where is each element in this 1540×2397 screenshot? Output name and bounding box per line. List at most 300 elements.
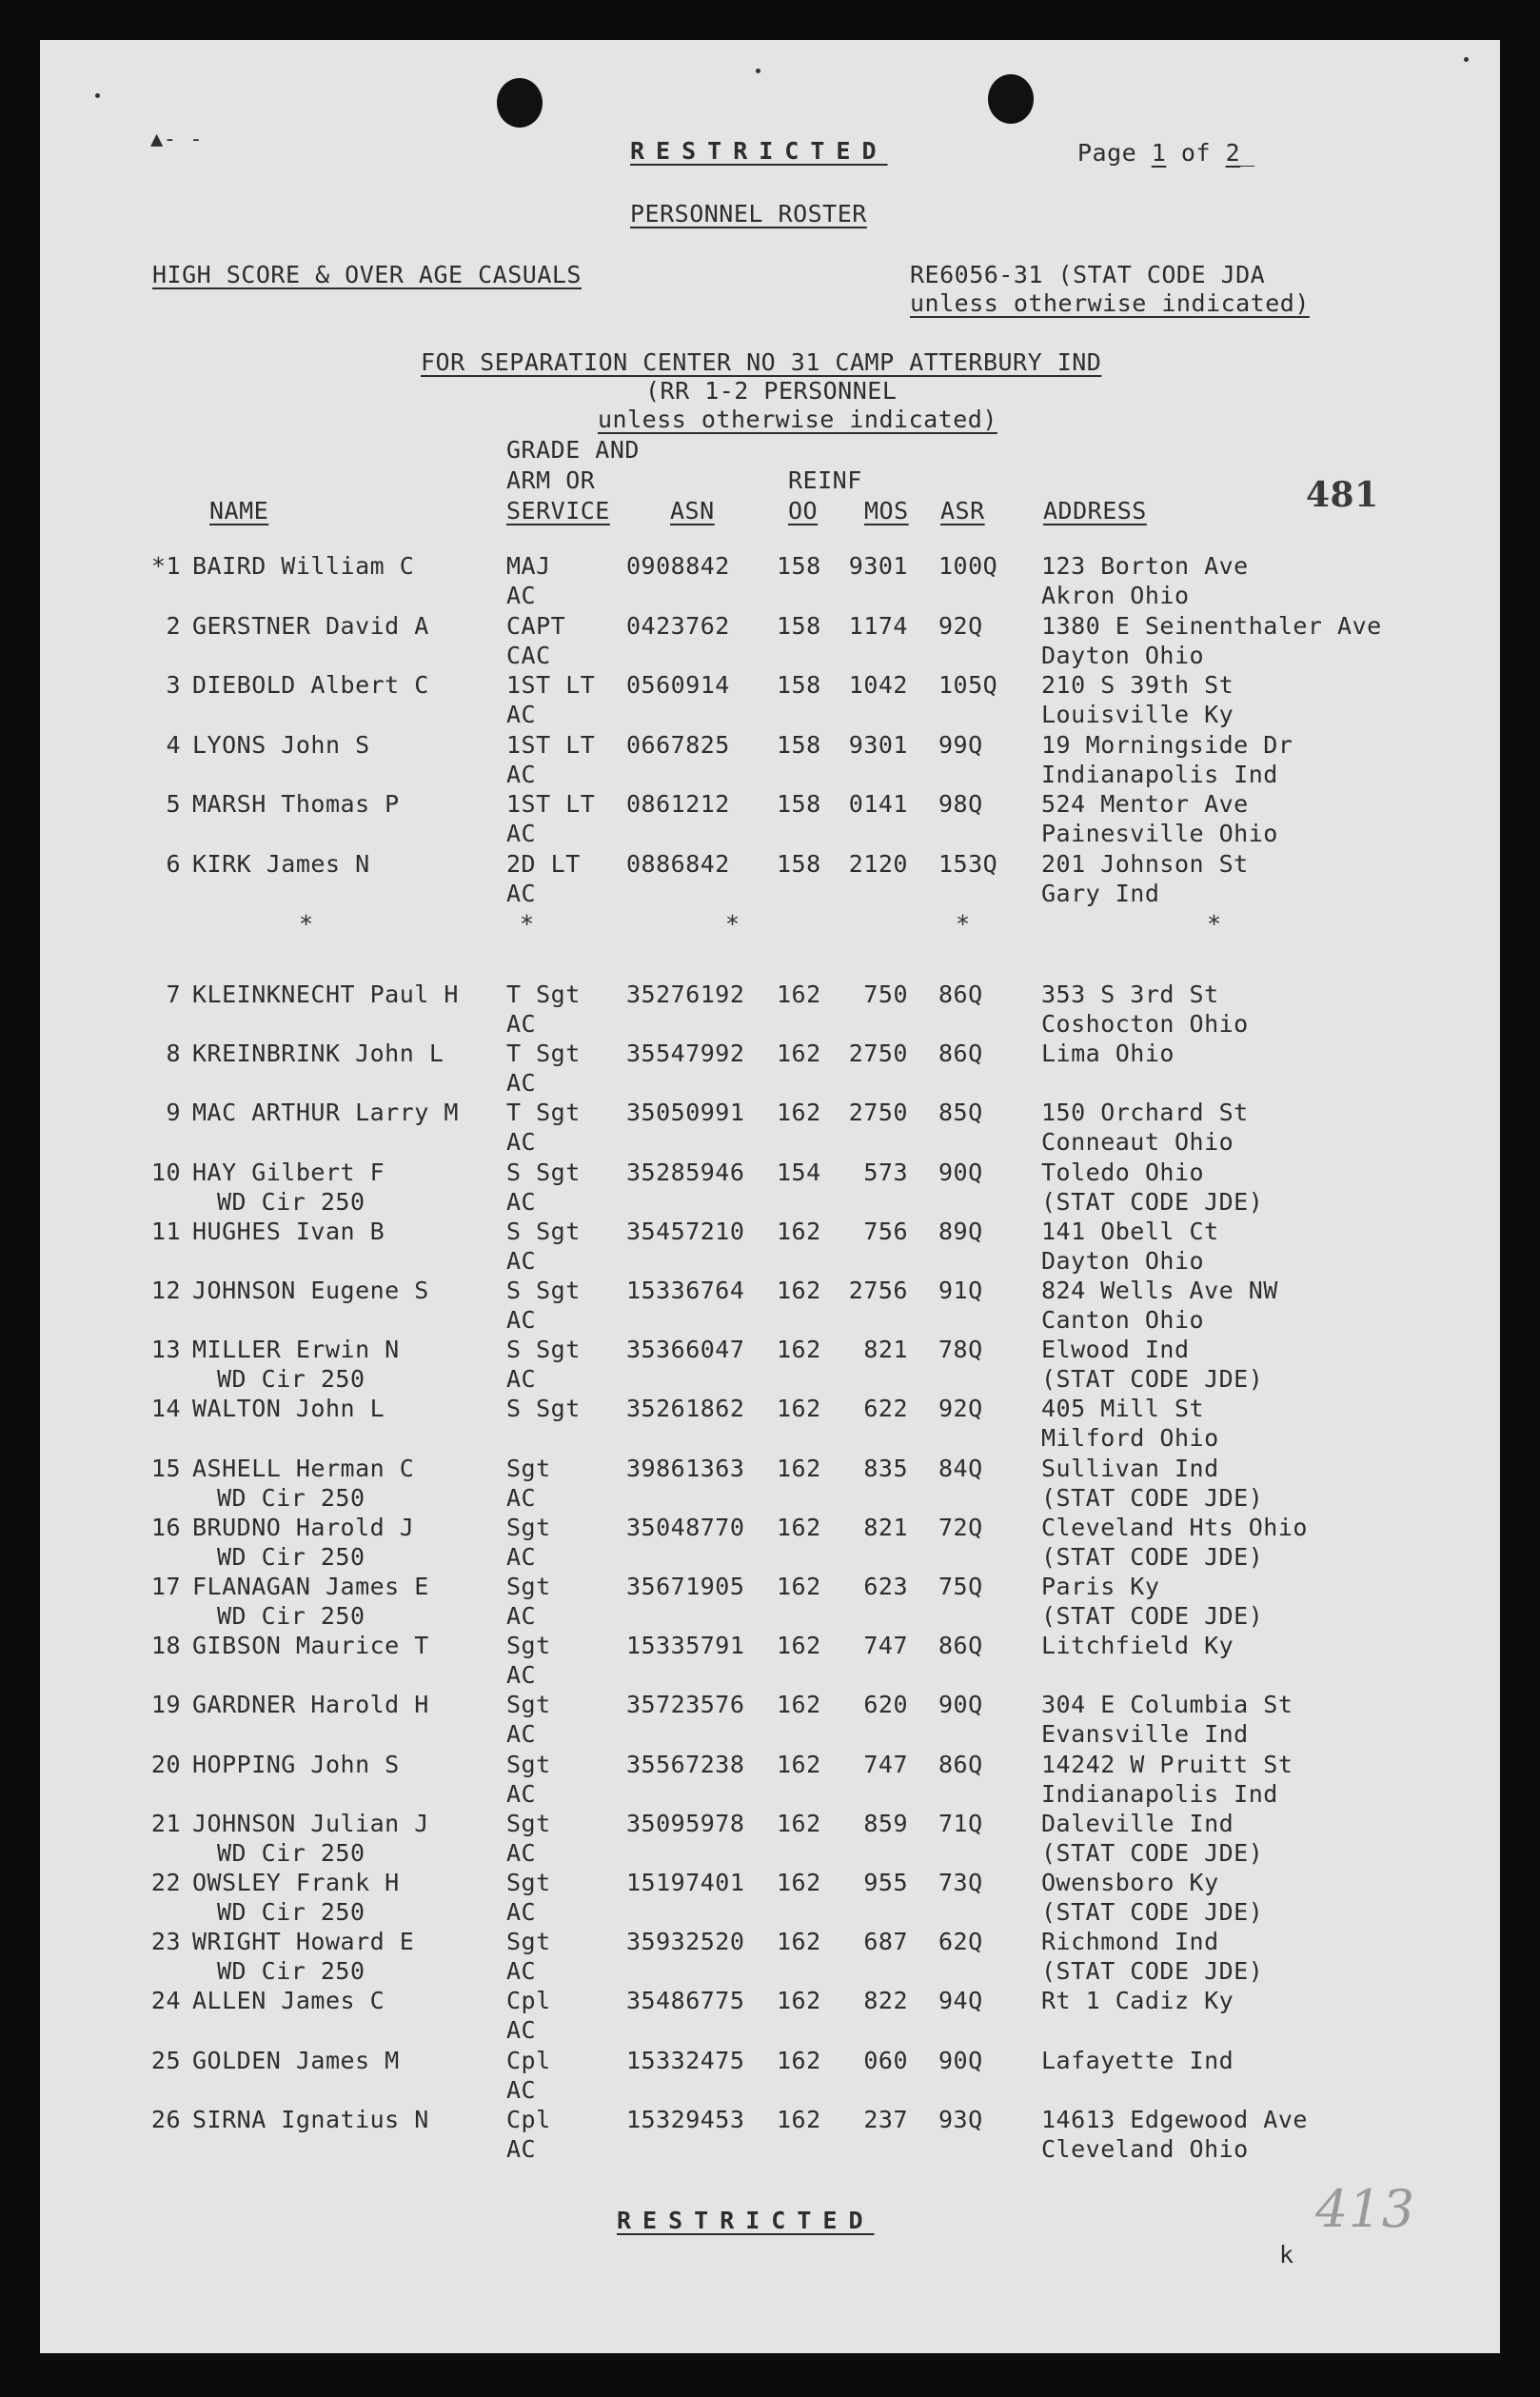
row-name: ASHELL Herman C bbox=[192, 1454, 415, 1482]
table-row bbox=[40, 730, 1500, 794]
row-name-note: WD Cir 250 bbox=[217, 1365, 365, 1394]
table-row bbox=[40, 849, 1500, 913]
row-oo: 162 bbox=[777, 1750, 821, 1778]
row-grade: Sgt bbox=[506, 1928, 551, 1956]
row-number: 11 bbox=[150, 1217, 181, 1245]
row-grade: Cpl bbox=[506, 1987, 551, 2015]
row-number: 21 bbox=[150, 1809, 181, 1837]
row-asr: 90Q bbox=[938, 1691, 983, 1719]
row-address-line1: 304 E Columbia St bbox=[1041, 1691, 1293, 1719]
row-mos: 822 bbox=[863, 1987, 908, 2015]
row-name: KREINBRINK John L bbox=[192, 1040, 444, 1068]
row-mos: 0141 bbox=[848, 790, 908, 818]
table-row bbox=[40, 1750, 1500, 1813]
row-arm: AC bbox=[506, 879, 537, 907]
row-asr: 75Q bbox=[938, 1573, 983, 1600]
row-asn: 0861212 bbox=[626, 790, 730, 818]
row-asr: 91Q bbox=[938, 1277, 983, 1304]
row-arm: AC bbox=[506, 1898, 537, 1926]
table-row bbox=[40, 792, 1500, 853]
speck bbox=[95, 93, 100, 98]
row-number: 24 bbox=[150, 1987, 181, 2015]
row-asr: 92Q bbox=[938, 1395, 983, 1423]
group-name: HIGH SCORE & OVER AGE CASUALS bbox=[152, 261, 582, 288]
row-address-line2: Akron Ohio bbox=[1041, 582, 1190, 609]
row-asn: 39861363 bbox=[626, 1454, 745, 1482]
row-oo: 162 bbox=[777, 981, 821, 1008]
row-name: MILLER Erwin N bbox=[192, 1336, 400, 1364]
col-address: ADDRESS bbox=[1043, 497, 1147, 525]
row-name: ALLEN James C bbox=[192, 1987, 385, 2015]
row-mos: 573 bbox=[863, 1158, 908, 1186]
row-arm: AC bbox=[506, 1187, 537, 1216]
row-number: 12 bbox=[150, 1277, 181, 1304]
row-address-line2: Louisville Ky bbox=[1041, 701, 1234, 728]
row-oo: 154 bbox=[777, 1158, 821, 1186]
row-grade: CAPT bbox=[506, 611, 566, 640]
row-address-line2: Indianapolis Ind bbox=[1041, 760, 1278, 788]
row-arm: AC bbox=[506, 582, 537, 609]
row-asr: 153Q bbox=[938, 849, 998, 878]
row-asn: 15336764 bbox=[626, 1277, 745, 1304]
col-grade-1: GRADE AND bbox=[506, 436, 640, 464]
table-row bbox=[40, 2046, 1500, 2110]
row-asr: 62Q bbox=[938, 1928, 983, 1956]
row-grade: Sgt bbox=[506, 1809, 551, 1837]
row-asn: 35095978 bbox=[626, 1809, 745, 1837]
col-name: NAME bbox=[209, 497, 269, 525]
row-asn: 35457210 bbox=[626, 1217, 745, 1245]
row-arm: AC bbox=[506, 1069, 537, 1098]
row-asn: 0886842 bbox=[626, 849, 730, 878]
row-mos: 2750 bbox=[848, 1040, 908, 1068]
row-asr: 105Q bbox=[938, 671, 998, 699]
row-number: 10 bbox=[150, 1158, 181, 1186]
row-arm: AC bbox=[506, 2016, 537, 2045]
row-asr: 86Q bbox=[938, 1632, 983, 1660]
row-address-line1: Litchfield Ky bbox=[1041, 1632, 1234, 1660]
row-address-line1: 201 Johnson St bbox=[1041, 849, 1249, 878]
row-mos: 955 bbox=[863, 1869, 908, 1896]
row-asr: 84Q bbox=[938, 1454, 983, 1482]
table-row bbox=[40, 1456, 1500, 1517]
row-oo: 162 bbox=[777, 1040, 821, 1068]
row-address-line2: (STAT CODE JDE) bbox=[1041, 1542, 1264, 1571]
row-name-note: WD Cir 250 bbox=[217, 1187, 365, 1216]
row-address-line1: Owensboro Ky bbox=[1041, 1869, 1219, 1896]
row-arm: AC bbox=[506, 1306, 537, 1334]
row-asr: 98Q bbox=[938, 790, 983, 818]
row-address-line2: (STAT CODE JDE) bbox=[1041, 1898, 1264, 1926]
table-row bbox=[40, 611, 1500, 675]
row-mos: 060 bbox=[863, 2046, 908, 2074]
row-number: 7 bbox=[166, 981, 181, 1008]
row-grade: MAJ bbox=[506, 552, 551, 580]
row-address-line2: Painesville Ohio bbox=[1041, 820, 1278, 847]
row-asn: 35050991 bbox=[626, 1099, 745, 1127]
row-name: MARSH Thomas P bbox=[192, 790, 400, 818]
col-grade-2: ARM OR bbox=[506, 466, 596, 494]
row-mos: 821 bbox=[863, 1336, 908, 1364]
col-asn: ASN bbox=[670, 497, 715, 525]
row-asr: 86Q bbox=[938, 1040, 983, 1068]
row-grade: S Sgt bbox=[506, 1158, 581, 1186]
row-asr: 92Q bbox=[938, 611, 983, 640]
row-mos: 835 bbox=[863, 1454, 908, 1482]
row-oo: 162 bbox=[777, 1869, 821, 1896]
row-grade: 1ST LT bbox=[506, 790, 596, 818]
row-asn: 0423762 bbox=[626, 611, 730, 640]
row-asn: 35261862 bbox=[626, 1395, 745, 1423]
row-mos: 9301 bbox=[848, 552, 908, 580]
row-arm: AC bbox=[506, 1010, 537, 1038]
row-asr: 94Q bbox=[938, 1987, 983, 2015]
row-oo: 162 bbox=[777, 1277, 821, 1304]
row-name-note: WD Cir 250 bbox=[217, 1483, 365, 1512]
row-arm: AC bbox=[506, 701, 537, 728]
row-arm: AC bbox=[506, 1838, 537, 1867]
row-number: 13 bbox=[150, 1336, 181, 1364]
row-arm: AC bbox=[506, 2134, 537, 2163]
col-reinf: REINF bbox=[788, 466, 862, 494]
table-row bbox=[40, 1930, 1500, 1991]
row-mos: 859 bbox=[863, 1809, 908, 1837]
row-name: MAC ARTHUR Larry M bbox=[192, 1099, 459, 1127]
table-row bbox=[40, 1575, 1500, 1635]
initial-mark: k bbox=[1279, 2241, 1294, 2268]
row-name: LYONS John S bbox=[192, 730, 370, 759]
row-oo: 158 bbox=[777, 552, 821, 580]
row-grade: Sgt bbox=[506, 1573, 551, 1600]
separator-star: * bbox=[956, 910, 971, 938]
row-number: 22 bbox=[150, 1869, 181, 1896]
table-row bbox=[40, 1809, 1500, 1872]
row-name: GIBSON Maurice T bbox=[192, 1632, 429, 1660]
row-address-line2: Indianapolis Ind bbox=[1041, 1779, 1278, 1808]
row-oo: 158 bbox=[777, 611, 821, 640]
row-address-line2: Evansville Ind bbox=[1041, 1720, 1249, 1749]
row-name: GARDNER Harold H bbox=[192, 1691, 429, 1719]
separator-star: * bbox=[725, 910, 740, 938]
destination-line3: unless otherwise indicated) bbox=[598, 406, 997, 433]
row-mos: 750 bbox=[863, 981, 908, 1008]
col-grade-3: SERVICE bbox=[506, 497, 610, 525]
col-asr: ASR bbox=[940, 497, 985, 525]
row-asr: 71Q bbox=[938, 1809, 983, 1837]
row-number: 20 bbox=[150, 1750, 181, 1778]
row-mos: 620 bbox=[863, 1691, 908, 1719]
row-oo: 158 bbox=[777, 730, 821, 759]
row-address-line1: 19 Morningside Dr bbox=[1041, 730, 1293, 759]
row-number: 16 bbox=[150, 1513, 181, 1541]
punch-hole bbox=[497, 78, 543, 128]
row-number: 26 bbox=[150, 2105, 181, 2133]
col-oo: OO bbox=[788, 497, 819, 525]
table-row bbox=[40, 2105, 1500, 2169]
row-grade: Cpl bbox=[506, 2105, 551, 2133]
row-number: 14 bbox=[150, 1395, 181, 1423]
row-oo: 158 bbox=[777, 790, 821, 818]
stat-code-line2: unless otherwise indicated) bbox=[910, 289, 1310, 317]
row-mos: 756 bbox=[863, 1217, 908, 1245]
row-mos: 237 bbox=[863, 2105, 908, 2133]
row-number: 17 bbox=[150, 1573, 181, 1600]
punch-hole bbox=[988, 74, 1034, 124]
row-name-note: WD Cir 250 bbox=[217, 1957, 365, 1986]
row-asr: 89Q bbox=[938, 1217, 983, 1245]
row-asr: 72Q bbox=[938, 1513, 983, 1541]
row-grade: Sgt bbox=[506, 1691, 551, 1719]
row-address-line1: Lafayette Ind bbox=[1041, 2046, 1234, 2074]
row-address-line1: 1380 E Seinenthaler Ave bbox=[1041, 611, 1382, 640]
table-row bbox=[40, 1160, 1500, 1221]
row-oo: 162 bbox=[777, 2046, 821, 2074]
row-number: 23 bbox=[150, 1928, 181, 1956]
row-asn: 15335791 bbox=[626, 1632, 745, 1660]
row-number: 19 bbox=[150, 1691, 181, 1719]
page-indicator: Page 1 of 2_ bbox=[1077, 139, 1255, 167]
row-address-line1: Rt 1 Cadiz Ky bbox=[1041, 1987, 1234, 2015]
row-asr: 86Q bbox=[938, 981, 983, 1008]
row-address-line1: 210 S 39th St bbox=[1041, 671, 1234, 699]
table-row bbox=[40, 982, 1500, 1043]
row-address-line1: Toledo Ohio bbox=[1041, 1158, 1205, 1186]
row-name-note: WD Cir 250 bbox=[217, 1838, 365, 1867]
row-name: KLEINKNECHT Paul H bbox=[192, 981, 459, 1008]
row-grade: Sgt bbox=[506, 1632, 551, 1660]
row-address-line1: 14242 W Pruitt St bbox=[1041, 1750, 1293, 1778]
table-row bbox=[40, 1634, 1500, 1694]
row-number: 6 bbox=[166, 849, 181, 878]
col-mos: MOS bbox=[864, 497, 909, 525]
row-asn: 0560914 bbox=[626, 671, 730, 699]
row-mos: 1042 bbox=[848, 671, 908, 699]
row-number: 15 bbox=[150, 1454, 181, 1482]
row-arm: AC bbox=[506, 1542, 537, 1571]
row-asn: 35567238 bbox=[626, 1750, 745, 1778]
row-address-line2: Coshocton Ohio bbox=[1041, 1010, 1249, 1038]
row-name: DIEBOLD Albert C bbox=[192, 671, 429, 699]
row-mos: 623 bbox=[863, 1573, 908, 1600]
row-address-line2: Milford Ohio bbox=[1041, 1424, 1219, 1453]
row-address-line2: Gary Ind bbox=[1041, 879, 1160, 907]
row-asn: 35285946 bbox=[626, 1158, 745, 1186]
row-grade: T Sgt bbox=[506, 981, 581, 1008]
row-address-line2: Conneaut Ohio bbox=[1041, 1128, 1234, 1157]
classification-top: RESTRICTED bbox=[630, 137, 888, 165]
row-grade: 1ST LT bbox=[506, 730, 596, 759]
row-address-line2: Cleveland Ohio bbox=[1041, 2134, 1249, 2163]
row-number: 5 bbox=[166, 790, 181, 818]
speck bbox=[1464, 57, 1469, 62]
row-oo: 162 bbox=[777, 1691, 821, 1719]
row-number: 8 bbox=[166, 1040, 181, 1068]
table-row bbox=[40, 554, 1500, 615]
row-oo: 162 bbox=[777, 1336, 821, 1364]
row-oo: 162 bbox=[777, 1573, 821, 1600]
row-asn: 15332475 bbox=[626, 2046, 745, 2074]
row-address-line2: (STAT CODE JDE) bbox=[1041, 1838, 1264, 1867]
row-asn: 0908842 bbox=[626, 552, 730, 580]
row-address-line1: Elwood Ind bbox=[1041, 1336, 1190, 1364]
roster-title: PERSONNEL ROSTER bbox=[630, 200, 867, 228]
row-name: JOHNSON Julian J bbox=[192, 1809, 429, 1837]
row-name: WALTON John L bbox=[192, 1395, 385, 1423]
row-oo: 162 bbox=[777, 1099, 821, 1127]
row-arm: AC bbox=[506, 1483, 537, 1512]
table-row bbox=[40, 1337, 1500, 1398]
row-address-line2: (STAT CODE JDE) bbox=[1041, 1187, 1264, 1216]
row-mos: 2120 bbox=[848, 849, 908, 878]
row-asr: 90Q bbox=[938, 1158, 983, 1186]
row-asn: 35723576 bbox=[626, 1691, 745, 1719]
row-arm: AC bbox=[506, 820, 537, 847]
row-arm: AC bbox=[506, 2075, 537, 2104]
row-address-line1: Sullivan Ind bbox=[1041, 1454, 1219, 1482]
row-grade: S Sgt bbox=[506, 1217, 581, 1245]
table-row bbox=[40, 1219, 1500, 1280]
row-asr: 100Q bbox=[938, 552, 998, 580]
row-name: FLANAGAN James E bbox=[192, 1573, 429, 1600]
row-arm: AC bbox=[506, 1602, 537, 1630]
row-name: SIRNA Ignatius N bbox=[192, 2105, 429, 2133]
row-address-line1: Richmond Ind bbox=[1041, 1928, 1219, 1956]
row-mos: 1174 bbox=[848, 611, 908, 640]
row-number: *1 bbox=[150, 552, 181, 580]
row-address-line1: Cleveland Hts Ohio bbox=[1041, 1513, 1308, 1541]
row-arm: AC bbox=[506, 1957, 537, 1986]
row-asn: 15197401 bbox=[626, 1869, 745, 1896]
row-address-line1: 405 Mill St bbox=[1041, 1395, 1205, 1423]
row-grade: Sgt bbox=[506, 1454, 551, 1482]
row-name-note: WD Cir 250 bbox=[217, 1602, 365, 1630]
row-grade: T Sgt bbox=[506, 1040, 581, 1068]
row-address-line1: 14613 Edgewood Ave bbox=[1041, 2105, 1308, 2133]
row-name: GOLDEN James M bbox=[192, 2046, 400, 2074]
row-address-line1: 524 Mentor Ave bbox=[1041, 790, 1249, 818]
row-grade: 2D LT bbox=[506, 849, 581, 878]
row-asn: 35547992 bbox=[626, 1040, 745, 1068]
row-address-line1: Paris Ky bbox=[1041, 1573, 1160, 1600]
row-address-line1: 141 Obell Ct bbox=[1041, 1217, 1219, 1245]
row-address-line1: Lima Ohio bbox=[1041, 1040, 1175, 1068]
row-mos: 687 bbox=[863, 1928, 908, 1956]
row-asr: 86Q bbox=[938, 1750, 983, 1778]
row-address-line2: (STAT CODE JDE) bbox=[1041, 1602, 1264, 1630]
table-row bbox=[40, 1041, 1500, 1102]
row-asr: 73Q bbox=[938, 1869, 983, 1896]
table-row bbox=[40, 1871, 1500, 1931]
row-name: OWSLEY Frank H bbox=[192, 1869, 400, 1896]
row-name-note: WD Cir 250 bbox=[217, 1898, 365, 1926]
row-arm: AC bbox=[506, 1246, 537, 1275]
row-oo: 162 bbox=[777, 1987, 821, 2015]
row-grade: Cpl bbox=[506, 2046, 551, 2074]
speck bbox=[756, 69, 760, 73]
separator-star: * bbox=[1207, 910, 1222, 938]
row-asr: 90Q bbox=[938, 2046, 983, 2074]
row-address-line2: (STAT CODE JDE) bbox=[1041, 1483, 1264, 1512]
row-arm: AC bbox=[506, 1365, 537, 1394]
row-asr: 85Q bbox=[938, 1099, 983, 1127]
row-asn: 35486775 bbox=[626, 1987, 745, 2015]
row-name: HAY Gilbert F bbox=[192, 1158, 385, 1186]
row-address-line2: Dayton Ohio bbox=[1041, 641, 1205, 669]
row-asn: 15329453 bbox=[626, 2105, 745, 2133]
row-address-line2: Dayton Ohio bbox=[1041, 1246, 1205, 1275]
row-grade: S Sgt bbox=[506, 1336, 581, 1364]
row-address-line1: 150 Orchard St bbox=[1041, 1099, 1249, 1127]
row-name-note: WD Cir 250 bbox=[217, 1542, 365, 1571]
row-arm: AC bbox=[506, 760, 537, 788]
row-grade: S Sgt bbox=[506, 1277, 581, 1304]
row-asn: 0667825 bbox=[626, 730, 730, 759]
row-grade: 1ST LT bbox=[506, 671, 596, 699]
stamp-number: 481 bbox=[1306, 475, 1379, 515]
row-mos: 747 bbox=[863, 1750, 908, 1778]
row-number: 3 bbox=[166, 671, 181, 699]
row-number: 2 bbox=[166, 611, 181, 640]
row-asr: 93Q bbox=[938, 2105, 983, 2133]
row-address-line1: Daleville Ind bbox=[1041, 1809, 1234, 1837]
row-asn: 35671905 bbox=[626, 1573, 745, 1600]
row-asn: 35276192 bbox=[626, 981, 745, 1008]
row-name: HOPPING John S bbox=[192, 1750, 400, 1778]
row-oo: 162 bbox=[777, 2105, 821, 2133]
row-address-line1: 123 Borton Ave bbox=[1041, 552, 1249, 580]
table-row bbox=[40, 1989, 1500, 2050]
roster-page bbox=[40, 40, 1500, 2353]
row-address-line2: (STAT CODE JDE) bbox=[1041, 1957, 1264, 1986]
row-name: BRUDNO Harold J bbox=[192, 1513, 415, 1541]
row-mos: 9301 bbox=[848, 730, 908, 759]
row-asn: 35048770 bbox=[626, 1513, 745, 1541]
row-oo: 162 bbox=[777, 1513, 821, 1541]
row-name: GERSTNER David A bbox=[192, 611, 429, 640]
row-asr: 99Q bbox=[938, 730, 983, 759]
row-arm: AC bbox=[506, 1128, 537, 1157]
separator-star: * bbox=[299, 910, 314, 938]
row-grade: Sgt bbox=[506, 1513, 551, 1541]
row-asr: 78Q bbox=[938, 1336, 983, 1364]
row-name: HUGHES Ivan B bbox=[192, 1217, 385, 1245]
row-address-line1: 353 S 3rd St bbox=[1041, 981, 1219, 1008]
row-name: BAIRD William C bbox=[192, 552, 415, 580]
table-row bbox=[40, 1278, 1500, 1339]
row-grade: S Sgt bbox=[506, 1395, 581, 1423]
row-arm: AC bbox=[506, 1779, 537, 1808]
row-oo: 162 bbox=[777, 1395, 821, 1423]
row-address-line1: 824 Wells Ave NW bbox=[1041, 1277, 1278, 1304]
row-mos: 2750 bbox=[848, 1099, 908, 1127]
handwritten-number: 413 bbox=[1315, 2179, 1415, 2239]
row-address-line2: Canton Ohio bbox=[1041, 1306, 1205, 1334]
row-grade: Sgt bbox=[506, 1750, 551, 1778]
row-oo: 158 bbox=[777, 849, 821, 878]
table-row bbox=[40, 1397, 1500, 1457]
row-name: JOHNSON Eugene S bbox=[192, 1277, 429, 1304]
destination-line1: FOR SEPARATION CENTER NO 31 CAMP ATTERBURY IND bbox=[421, 348, 1102, 376]
row-oo: 162 bbox=[777, 1809, 821, 1837]
row-oo: 162 bbox=[777, 1217, 821, 1245]
row-address-line2: (STAT CODE JDE) bbox=[1041, 1365, 1264, 1394]
destination-line2: (RR 1-2 PERSONNEL bbox=[645, 377, 898, 405]
row-oo: 162 bbox=[777, 1454, 821, 1482]
stat-code-line1: RE6056-31 (STAT CODE JDA bbox=[910, 261, 1266, 288]
row-name: KIRK James N bbox=[192, 849, 370, 878]
row-oo: 162 bbox=[777, 1632, 821, 1660]
table-row bbox=[40, 673, 1500, 734]
